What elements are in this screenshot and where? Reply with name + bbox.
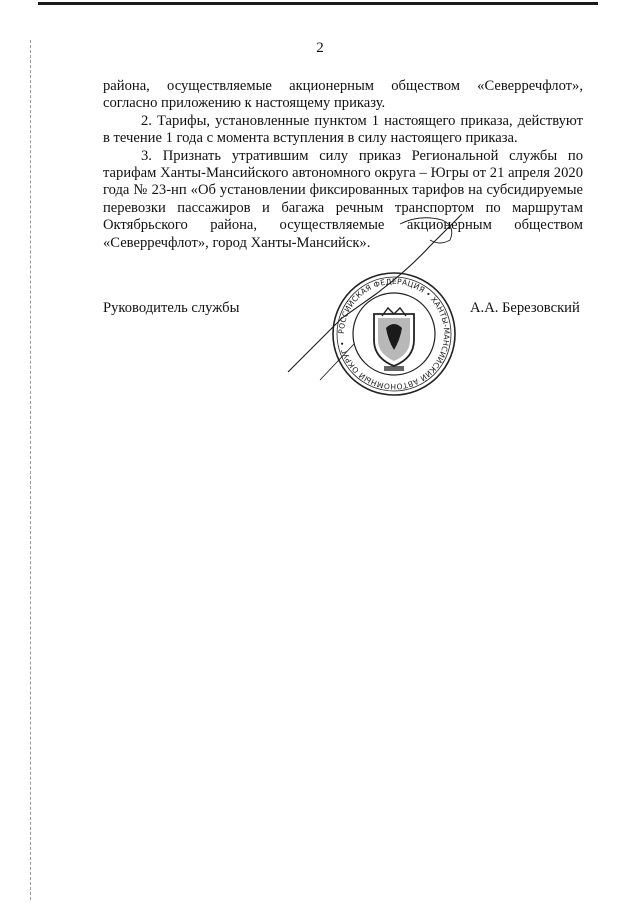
handwritten-signature: [280, 210, 480, 385]
top-rule: [38, 2, 598, 5]
binding-margin-line: [30, 40, 31, 900]
paragraph-3: 3. Признать утратившим силу приказ Региональной службы по тарифам Ханты-Мансийского автономного округа – Югры от 21 апреля 2020 года № 23-нп «Об установлении фиксированных тарифов на субсидируемые перевозки пассажиров и багажа речным транспортом по маршрутам Октябрьского района, осуществляемые акционерным обществом «Северречфлот», город Ханты-Мансийск».: [103, 147, 583, 251]
paragraph-2: 2. Тарифы, установленные пунктом 1 настоящего приказа, действуют в течение 1 года с момента вступления в силу настоящего приказа.: [103, 112, 583, 147]
seal-text: РОССИЙСКАЯ ФЕДЕРАЦИЯ • ХАНТЫ-МАНСИЙСКИЙ АВТОНОМНЫЙ ОКРУГ •: [336, 276, 452, 392]
paragraph-1: района, осуществляемые акционерным обществом «Северречфлот», согласно приложению к настоящему приказу.: [103, 78, 583, 112]
page-number: 2: [316, 40, 324, 56]
signatory-title: Руководитель службы: [103, 300, 240, 316]
signatory-name: А.А. Березовский: [470, 300, 580, 316]
